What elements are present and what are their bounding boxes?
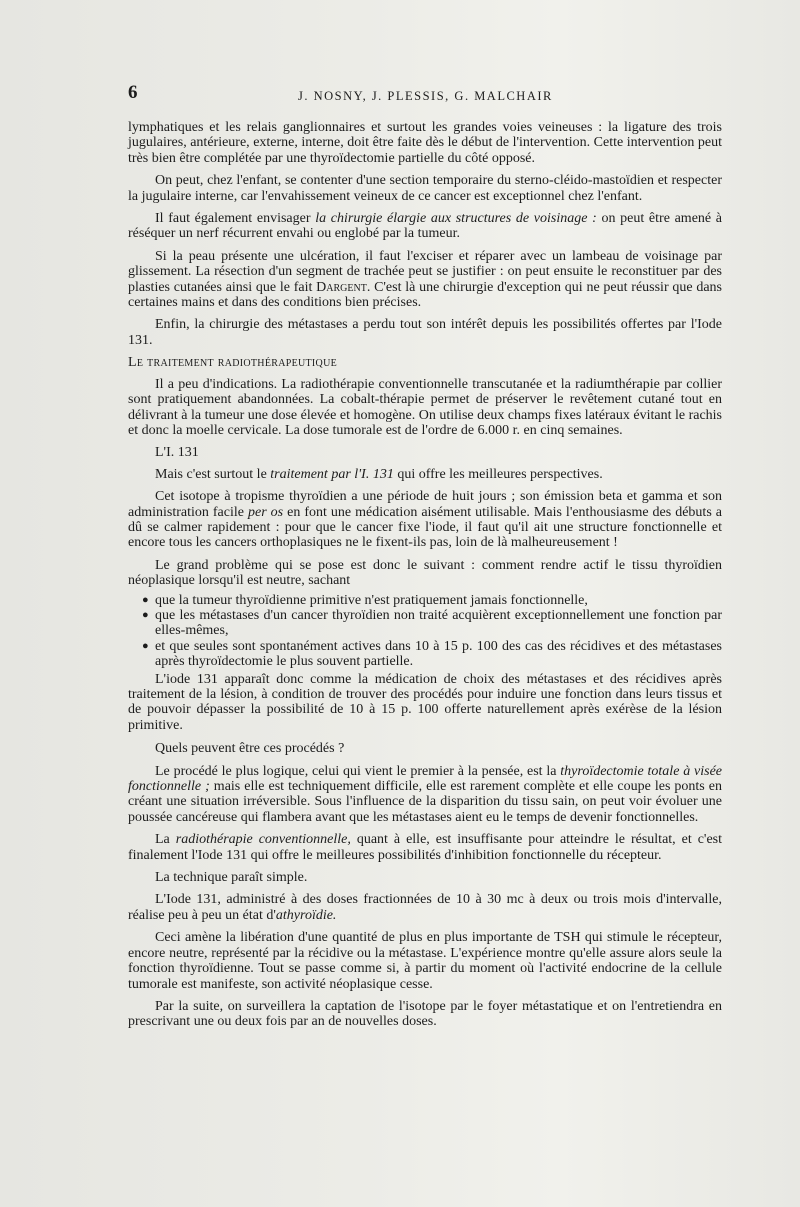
paragraph: On peut, chez l'enfant, se contenter d'une section temporaire du sterno-cléido-mastoïdien et respecter la jugulaire interne, car l'envahissement veineux de ce cancer est exceptionnel chez l'enfant. [128,173,722,204]
paragraph [128,467,722,482]
body-text [128,120,722,1037]
text-run: qui offre les meilleures perspectives. [393,466,603,482]
text-run: . C'est là une chirurgie d'exception qui ne peut réussir que dans certaines mains et dans des conditions bien précises. [128,279,722,311]
list-item-text: et que seules sont spontanément actives dans 10 à 15 p. 100 des cas des récidives et des métastases après thyroïdectomie le plus souvent partielle. [155,638,722,670]
paragraph: Enfin, la chirurgie des métastases a perdu tout son intérêt depuis les possibilités offertes par l'Iode 131. [128,317,722,348]
list-item-text: que la tumeur thyroïdienne primitive n'est pratiquement jamais fonctionnelle, [155,592,588,608]
paragraph: Ceci amène la libération d'une quantité de plus en plus importante de TSH qui stimule le récepteur, encore neutre, représenté par la récidive ou la métastase. L'expérience montre qu'elle assure alors seule la fonction thyroïdienne. Tout se passe comme si, à partir du moment où l'activité endocrine de la cellule tumorale est manifeste, son activité néoplasique cesse. [128,930,722,992]
paragraph [128,211,722,242]
paragraph: Il a peu d'indications. La radiothérapie conventionnelle transcutanée et la radiumthérapie par collier sont pratiquement abandonnées. La cobalt-thérapie permet de préserver le revêtement cutané tout en délivrant à la tumeur une dose élevée et homogène. On utilise deux champs fixes latéraux évitant le rachis et donc la moelle cervicale. La dose tumorale est de l'ordre de 6.000 r. en cinq semaines. [128,376,723,438]
paragraph: lymphatiques et les relais ganglionnaires et surtout les grandes voies veineuses : la ligature des trois jugulaires, antérieure, externe, interne, doit être faite dès le début de l'intervention. Cette intervention peut très bien être complétée par une thyroïdectomie partielle du côté opposé. [128,120,722,166]
emphasis: thyroïdectomie totale à visée fonctionnelle ; [128,763,722,795]
list-item-text: que les métastases d'un cancer thyroïdien non traité acquièrent exceptionnellement une fonction par elles-mêmes, [155,607,722,639]
text-run: Si la peau présente une ulcération, il faut l'exciser et réparer avec un lambeau de voisinage par glissement. La résection d'un segment de trachée peut se justifier : on peut ensuite le reconstituer par des plasties cutanées ainsi que le fait [128,248,722,295]
running-head-authors: J. NOSNY, J. PLESSIS, G. MALCHAIR [298,89,553,103]
list-item [128,593,722,608]
text-run: La [155,832,176,848]
list-item [128,639,722,670]
bullet-icon: ● [142,639,149,652]
list-item [128,608,722,639]
text-run: L'Iode 131, administré à des doses fractionnées de 10 à 30 mc à deux ou trois mois d'intervalle, réalise peu à peu un état d' [128,892,722,923]
emphasis: la chirurgie élargie aux structures de voisinage : [315,211,597,227]
page-header [128,82,728,106]
subsection-heading: L'I. 131 [155,445,199,461]
paragraph [128,489,722,551]
paragraph: Le grand problème qui se pose est donc le suivant : comment rendre actif le tissu thyroïdien néoplasique lorsqu'il est neutre, sachant [128,557,722,589]
emphasis: athyroïdie. [275,907,337,923]
paragraph [128,892,722,923]
bullet-icon: ● [142,593,149,606]
text-run: quant à elle, est insuffisante pour atteindre le résultat, et c'est finalement l'Iode 131 qui offre le meilleures possibilités d'inhibition fonctionnelle du récepteur. [128,832,723,863]
paragraph: La technique paraît simple. [155,870,308,886]
paragraph [128,249,722,311]
emphasis: traitement par l'I. 131 [270,466,394,482]
text-run: on peut être amené à réséquer un nerf récurrent envahi ou englobé par la tumeur. [128,211,723,242]
emphasis: radiothérapie conventionnelle, [175,832,351,848]
text-run: mais elle est techniquement difficile, elle est rarement complète et elle coupe les ponts en créant une situation irréversible. Sous l'influence de la disparition du tissu sain, on peut voir évoluer une poussée cancéreuse qui flambera avant que les métastases aient eu le temps de devenir fonctionnelles. [128,779,722,825]
section-heading: Le traitement radiothérapeutique [128,355,338,371]
text-run: Il faut également envisager [155,211,316,227]
paragraph: Par la suite, on surveillera la captation de l'isotope par le foyer métastatique et on l'entretiendra en prescrivant une ou deux fois par an de nouvelles doses. [128,998,722,1030]
paragraph: Quels peuvent être ces procédés ? [155,741,345,757]
text-run: Cet isotope à tropisme thyroïdien a une période de huit jours ; son émission beta et gamma et son administration facile [128,489,722,520]
author-name: Dargent [316,279,367,295]
paragraph: L'iode 131 apparaît donc comme la médication de choix des métastases et des récidives après traitement de la lésion, à condition de trouver des procédés pour induire une fonction dans leurs tissus et de pouvoir dépasser la possibilité de 10 à 15 p. 100 offerte naturellement après exérèse de la lésion primitive. [128,671,722,733]
paragraph [128,832,722,863]
emphasis: per os [247,504,284,520]
bullet-icon: ● [142,608,149,621]
text-run: en font une médication aisément utilisable. Mais l'enthousiasme des débuts a dû se calmer rapidement : pour que le cancer fixe l'iode, il faut qu'il ait une structure fonctionnelle et encore tous les cancers orthoplasiques ne le fixent-ils pas, loin de là malheureusement ! [128,504,722,551]
paragraph [128,764,722,826]
text-run: Mais c'est surtout le [155,466,271,482]
text-run: Le procédé le plus logique, celui qui vient le premier à la pensée, est la [155,763,561,779]
bullet-list [128,593,722,670]
page-number: 6 [128,82,138,103]
